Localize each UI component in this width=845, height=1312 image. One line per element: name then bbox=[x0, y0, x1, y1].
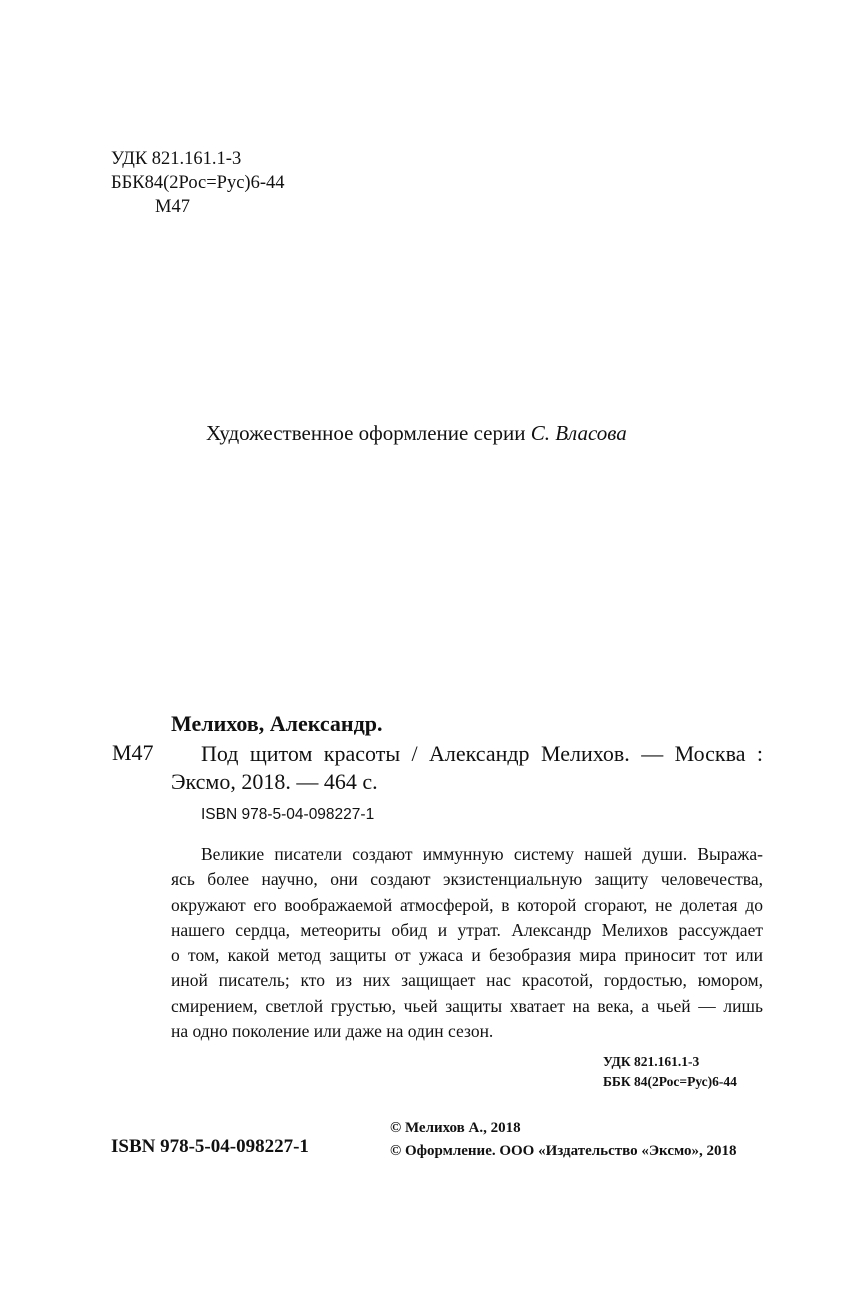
udk-code: УДК 821.161.1-3 bbox=[111, 149, 242, 169]
footer-classification-codes bbox=[603, 1052, 737, 1092]
annotation-line: нашего сердца, метеориты обид и утрат. Александр Мелихов рассуждает bbox=[171, 919, 763, 940]
record-author: Мелихов, Александр. bbox=[171, 711, 383, 736]
bibliographic-description: Под щитом красоты / Александр Мелихов. — Москва : Эксмо, 2018. — 464 с. bbox=[171, 741, 763, 794]
annotation-line: смирением, светлой грустью, чьей защиты хватает на века, а чьей — лишь bbox=[171, 995, 763, 1016]
author-mark: М47 bbox=[155, 197, 190, 217]
footer-udk: УДК 821.161.1-3 bbox=[603, 1054, 700, 1069]
copyright-notices bbox=[390, 1117, 737, 1163]
annotation-line: иной писатель; кто из них защищает нас красотой, гордостью, юмором, bbox=[171, 970, 763, 991]
classification-codes bbox=[111, 147, 285, 219]
copyright-author: © Мелихов А., 2018 bbox=[390, 1120, 521, 1136]
series-artist: С. Власова bbox=[530, 421, 627, 445]
footer-bbk: ББК 84(2Рос=Рус)6-44 bbox=[603, 1074, 737, 1089]
record-isbn: ISBN 978-5-04-098227-1 bbox=[201, 806, 375, 823]
annotation bbox=[171, 842, 763, 1044]
annotation-line: на одно поколение или даже на один сезон. bbox=[171, 1021, 494, 1042]
series-credit-text: Художественное оформление серии bbox=[206, 421, 526, 445]
series-design-credit bbox=[206, 421, 627, 446]
annotation-line: окружают его воображаемой атмосферой, в которой сгорают, не долетая до bbox=[171, 894, 763, 915]
isbn-main: ISBN 978-5-04-098227-1 bbox=[111, 1136, 309, 1157]
annotation-line: о том, какой метод защиты от ужаса и безобразия мира приносит тот или bbox=[171, 945, 763, 966]
bbk-code: ББК84(2Рос=Рус)6-44 bbox=[111, 173, 285, 193]
annotation-line: ясь более научно, они создают экзистенциальную защиту человечества, bbox=[171, 869, 763, 890]
annotation-line: Великие писатели создают иммунную систему нашей души. Выража- bbox=[201, 844, 763, 864]
copyright-design: © Оформление. ООО «Издательство «Эксмо», 2018 bbox=[390, 1143, 737, 1159]
record-author-mark: М47 bbox=[112, 740, 154, 765]
